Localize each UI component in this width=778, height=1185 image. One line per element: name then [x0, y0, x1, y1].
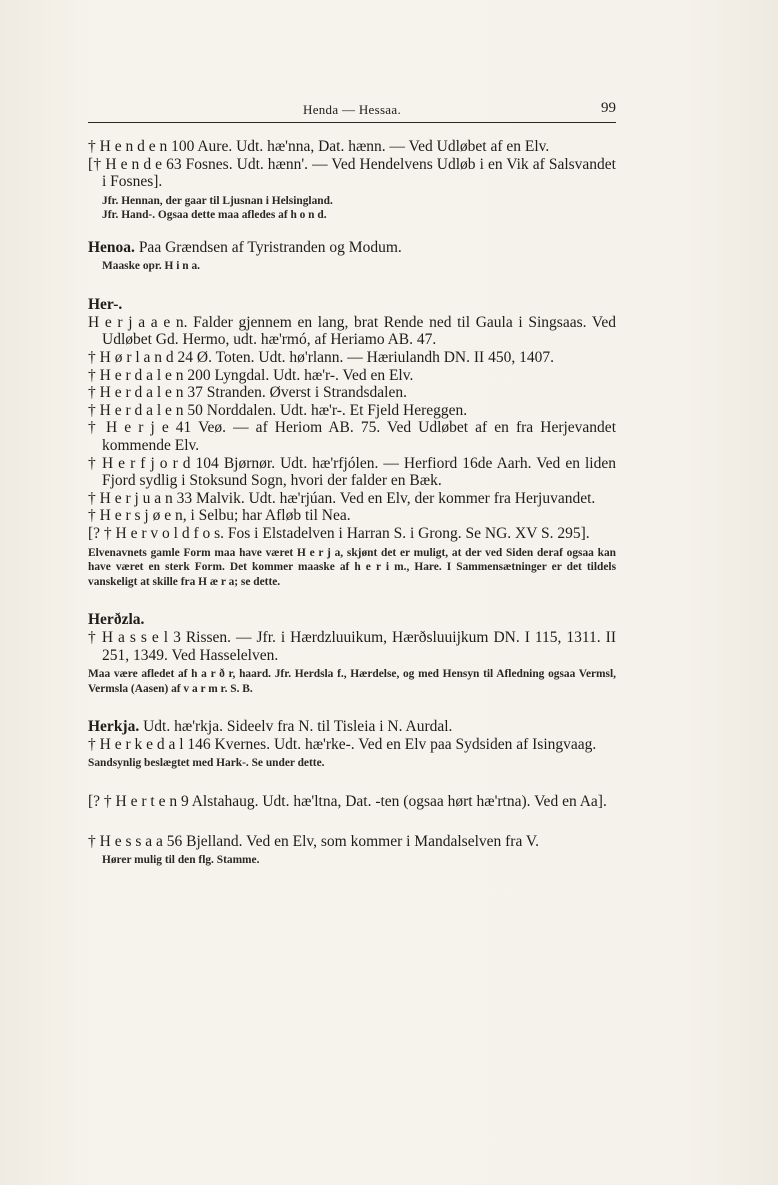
spacer	[88, 223, 616, 239]
note: Jfr. Hand-. Ogsaa dette maa afledes af h o n d.	[102, 209, 327, 222]
headword: Henoa.	[88, 238, 135, 256]
note: Jfr. Hennan, der gaar til Ljusnan i Helsingland.	[102, 194, 333, 207]
headword-text: Udt. hæ'rkja. Sideelv fra N. til Tisleia i N. Aurdal.	[139, 718, 453, 736]
page-number: 99	[601, 100, 616, 116]
spacer	[88, 274, 616, 296]
note: Maa være afledet af h a r ð r, haard. Jfr. Herdsla f., Hærdelse, og med Hensyn til Afledning ogsaa Vermsl, Vermsla (Aasen) af v a r m r. S. B.	[88, 668, 616, 695]
headword: Herðzla.	[88, 611, 145, 629]
header-title: Henda — Hessaa.	[303, 102, 401, 117]
entry: † H e r s j ø e n, i Selbu; har Afløb til Nea.	[88, 507, 351, 525]
headword-entry	[88, 718, 616, 736]
entry: [† H e n d e 63 Fosnes. Udt. hænn'. — Ved Hendelvens Udløb i en Vik af Salsvandet i Fosnes].	[88, 155, 616, 191]
entry: † H a s s e l 3 Rissen. — Jfr. i Hærdzluuikum, Hærðsluuijkum DN. I 115, 1311. II 251, 1349. Ved Hasselelven.	[88, 629, 616, 664]
headword: Herkja.	[88, 718, 140, 736]
note: Hører mulig til den flg. Stamme.	[102, 854, 260, 867]
entry: † H e r d a l e n 50 Norddalen. Udt. hæ'r-. Et Fjeld Hereggen.	[88, 401, 468, 419]
note: Sandsynlig beslægtet med Hark-. Se under dette.	[88, 757, 325, 770]
entry: † H ø r l a n d 24 Ø. Toten. Udt. hø'rlann. — Hæriulandh DN. II 450, 1407.	[88, 349, 554, 367]
entry: [? † H e r t e n 9 Alstahaug. Udt. hæ'ltna, Dat. -ten (ogsaa hørt hæ'rtna). Ved en Aa].	[88, 792, 607, 810]
headword-text: Paa Grændsen af Tyristranden og Modum.	[134, 238, 402, 256]
entry: † H e r j u a n 33 Malvik. Udt. hæ'rjúan. Ved en Elv, der kommer fra Herjuvandet.	[88, 489, 596, 507]
spacer	[88, 811, 616, 833]
spacer	[88, 589, 616, 611]
entry: [? † H e r v o l d f o s. Fos i Elstadelven i Harran S. i Grong. Se NG. XV S. 295].	[88, 525, 590, 542]
spacer	[88, 771, 616, 793]
note: Elvenavnets gamle Form maa have været H e r j a, skjønt det er muligt, at der ved Siden deraf ogsaa kan have været en sterk Form. Det kommer maaske af h e r i m., Hare. I Sammensætninger er det tildels vanskeligt at skille fra H æ r a; se dette.	[88, 546, 616, 588]
entry: † H e s s a a 56 Bjelland. Ved en Elv, som kommer i Mandalselven fra V.	[88, 832, 539, 850]
running-header	[88, 102, 616, 122]
entry: † H e r d a l e n 200 Lyngdal. Udt. hæ'r-. Ved en Elv.	[88, 366, 414, 384]
headword: Her-.	[88, 295, 123, 313]
entry: H e r j a a e n. Falder gjennem en lang, brat Rende ned til Gaula i Singsaas. Ved Udløbet Gd. Hermo, udt. hæ'rmó, af Heriamo AB. 47.	[88, 313, 616, 349]
dictionary-body	[88, 138, 616, 868]
header-rule	[88, 122, 616, 123]
entry: † H e r j e 41 Veø. — af Heriom AB. 75. Ved Udløbet af en fra Herjevandet kommende Elv.	[88, 419, 616, 455]
entry: † H e r f j o r d 104 Bjørnør. Udt. hæ'rfjólen. — Herfiord 16de Aarh. Ved en liden Fjord sydlig i Stoksund Sogn, hvori der falder en Bæk.	[88, 454, 616, 490]
entry: † H e r k e d a l 146 Kvernes. Udt. hæ'rke-. Ved en Elv paa Sydsiden af Isingvaag.	[88, 735, 597, 753]
entry: † H e n d e n 100 Aure. Udt. hæ'nna, Dat. hænn. — Ved Udløbet af en Elv.	[88, 138, 550, 155]
entry: † H e r d a l e n 37 Stranden. Øverst i Strandsdalen.	[88, 384, 407, 402]
note: Maaske opr. H i n a.	[102, 260, 200, 273]
spacer	[88, 696, 616, 718]
headword-entry	[88, 239, 616, 257]
